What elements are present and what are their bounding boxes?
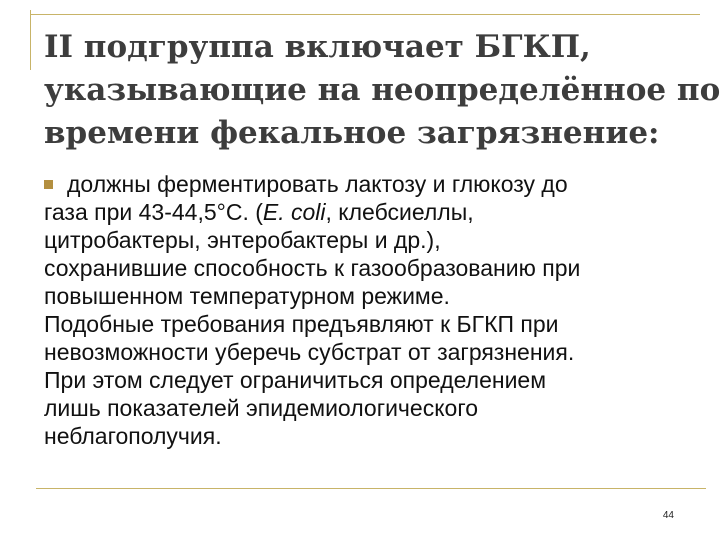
paragraph2-line-1: Подобные требования предъявляют к БГКП при [44, 311, 559, 337]
page-number: 44 [662, 510, 674, 521]
bullet-line-4: сохранившие способность к газообразованию при [44, 255, 581, 281]
bullet-line-3: цитробактеры, энтеробактеры и др.), [44, 227, 441, 253]
bullet-line-2-italic: E. coli [262, 199, 326, 225]
bullet-line-2-suffix: , клебсиеллы, [325, 199, 474, 225]
bullet-line-2-prefix: газа при 43-44,5°С. ( [44, 199, 263, 225]
square-bullet-icon [44, 180, 53, 189]
bullet-line-1 [67, 170, 714, 198]
bullet-line-5: повышенном температурном режиме. [44, 283, 450, 309]
title-line-1: II подгруппа включает БГКП, [44, 29, 591, 65]
slide-title [44, 26, 720, 155]
decorative-bottom-line [36, 488, 706, 489]
decorative-vertical-line [30, 10, 31, 70]
bullet-paragraph [44, 170, 714, 310]
paragraph2-line-2: невозможности уберечь субстрат от загрязнения. [44, 339, 575, 365]
paragraph3-line-1: При этом следует ограничиться определением [44, 367, 547, 393]
paragraph3-line-2: лишь показателей эпидемиологического [44, 395, 478, 421]
title-line-3: времени фекальное загрязнение: [44, 115, 660, 151]
paragraph-requirements [44, 310, 714, 366]
title-line-2: указывающие на неопределённое по [44, 72, 720, 108]
decorative-top-line [30, 14, 700, 15]
slide-body [44, 170, 714, 450]
bullet-line-2 [44, 198, 714, 226]
paragraph-conclusion [44, 366, 714, 450]
bullet-line-1-text: должны ферментировать лактозу и глюкозу до [67, 171, 568, 197]
paragraph3-line-3: неблагополучия. [44, 423, 222, 449]
